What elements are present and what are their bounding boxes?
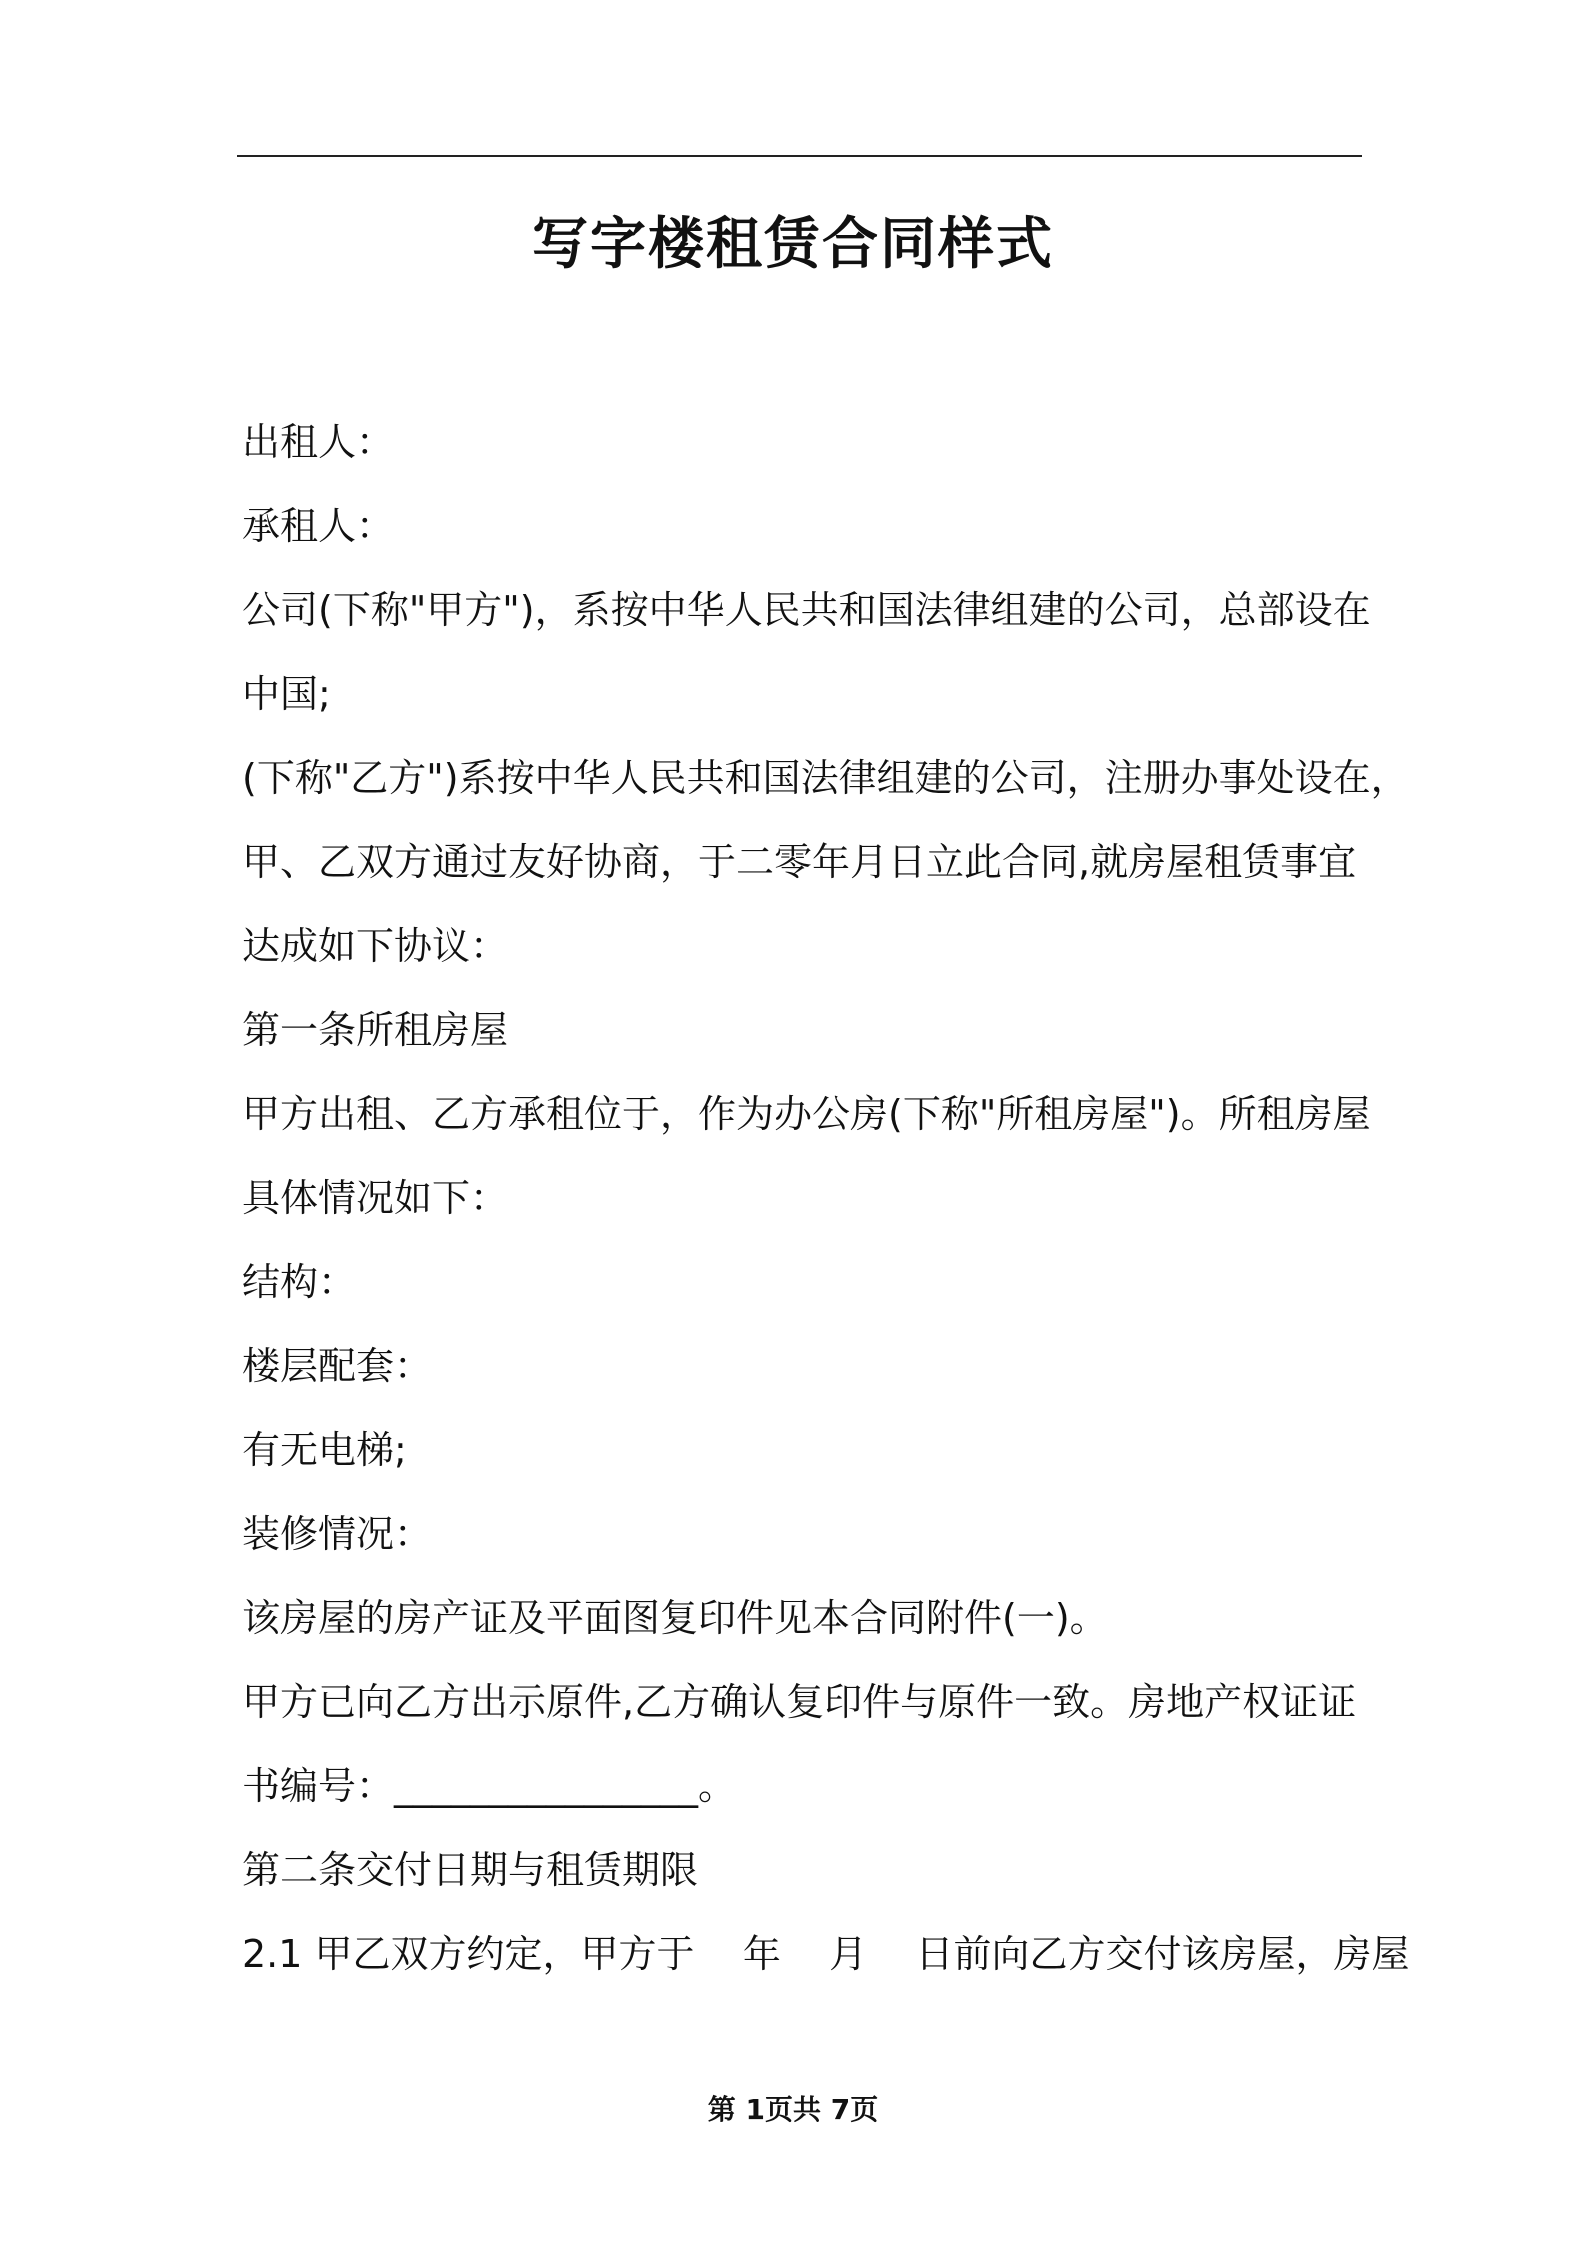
text-line: 出租人：	[242, 420, 395, 464]
text-line: 2.1 甲乙双方约定，甲方于 年 月 日前向乙方交付该房屋，房屋	[242, 1932, 1410, 1976]
text-line: 承租人：	[242, 504, 395, 548]
text-line: 甲、乙双方通过友好协商，于二零年月日立此合同,就房屋租赁事宜	[242, 840, 1357, 884]
text-line: (下称"乙方")系按中华人民共和国法律组建的公司，注册办事处设在，	[242, 756, 1409, 800]
header-rule	[237, 155, 1362, 157]
text-line: 书编号：________________。	[242, 1764, 737, 1808]
text-line: 公司(下称"甲方")，系按中华人民共和国法律组建的公司，总部设在	[242, 588, 1371, 632]
text-line: 结构：	[242, 1260, 357, 1304]
text-line: 该房屋的房产证及平面图复印件见本合同附件(一)。	[242, 1596, 1108, 1640]
text-line: 中国;	[242, 672, 331, 716]
text-line: 甲方已向乙方出示原件,乙方确认复印件与原件一致。房地产权证证	[242, 1680, 1357, 1724]
document-title: 写字楼租赁合同样式	[532, 212, 1054, 277]
section-heading: 第二条交付日期与租赁期限	[242, 1848, 699, 1892]
document-body	[242, 400, 1410, 1996]
page-number-footer: 第 1页共 7页	[707, 2093, 879, 2126]
text-line: 有无电梯;	[242, 1428, 407, 1472]
text-line: 甲方出租、乙方承租位于，作为办公房(下称"所租房屋")。所租房屋	[242, 1092, 1371, 1136]
section-heading: 第一条所租房屋	[242, 1008, 509, 1052]
text-line: 达成如下协议：	[242, 924, 509, 968]
text-line: 装修情况：	[242, 1512, 433, 1556]
text-line: 具体情况如下：	[242, 1176, 509, 1220]
text-line: 楼层配套：	[242, 1344, 433, 1388]
